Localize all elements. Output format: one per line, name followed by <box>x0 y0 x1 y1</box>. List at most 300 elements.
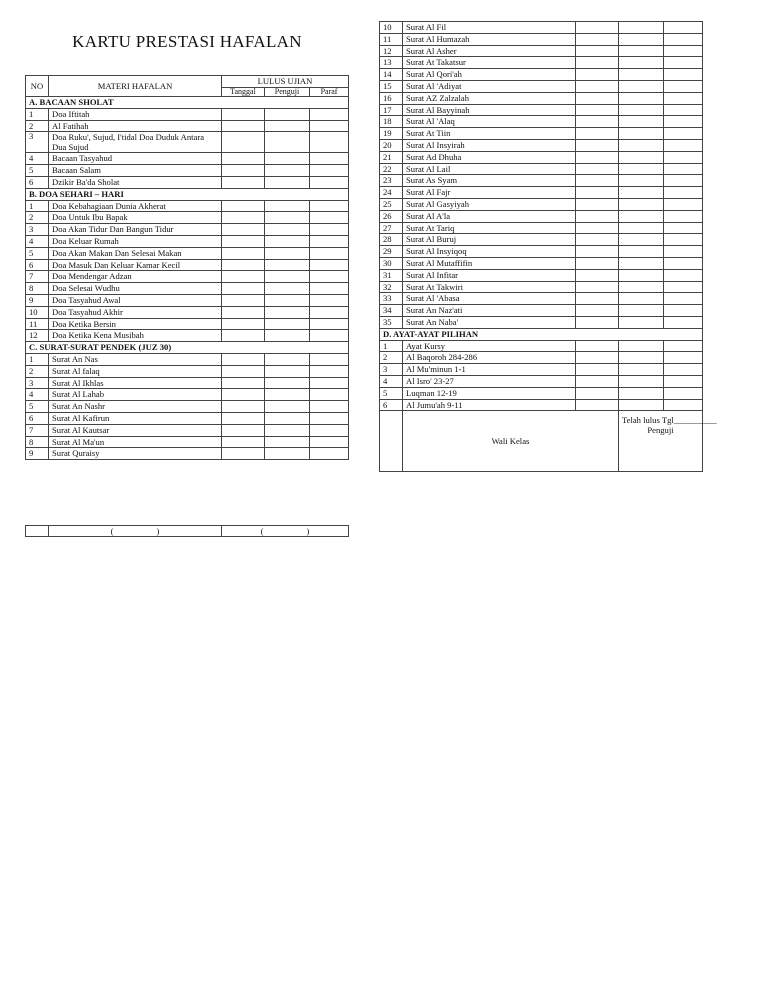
tanggal-cell <box>576 80 619 92</box>
tanggal-cell <box>576 139 619 151</box>
table-row <box>380 375 703 387</box>
row-number: 3 <box>26 132 49 153</box>
table-row <box>26 271 349 283</box>
materi-name: Al Baqoroh 284-286 <box>403 352 576 364</box>
row-number: 12 <box>380 45 403 57</box>
paraf-cell <box>310 330 349 342</box>
materi-name: Doa Mendengar Adzan <box>49 271 222 283</box>
penguji-cell <box>619 139 664 151</box>
tanggal-cell <box>576 92 619 104</box>
row-number: 1 <box>26 108 49 120</box>
tanggal-cell <box>576 210 619 222</box>
materi-name: Al Jumu'ah 9-11 <box>403 399 576 411</box>
tanggal-cell <box>576 375 619 387</box>
penguji-cell <box>619 375 664 387</box>
table-row <box>380 33 703 45</box>
penguji-cell <box>619 57 664 69</box>
table-row <box>26 318 349 330</box>
paraf-cell <box>664 222 703 234</box>
row-number: 13 <box>380 57 403 69</box>
materi-name: Al Isro' 23-27 <box>403 375 576 387</box>
table-row <box>380 163 703 175</box>
row-number: 3 <box>380 364 403 376</box>
table-row <box>26 132 349 153</box>
table-row <box>26 436 349 448</box>
table-row <box>380 139 703 151</box>
penguji-cell <box>619 364 664 376</box>
penguji-cell <box>619 210 664 222</box>
materi-name: Surat Al Kafirun <box>49 412 222 424</box>
paraf-cell <box>664 375 703 387</box>
paraf-cell <box>310 283 349 295</box>
materi-name: Surat Al Lail <box>403 163 576 175</box>
row-number: 10 <box>380 22 403 34</box>
row-number: 7 <box>26 424 49 436</box>
tanggal-cell <box>222 176 265 188</box>
row-number: 26 <box>380 210 403 222</box>
row-number: 10 <box>26 306 49 318</box>
paraf-cell <box>310 212 349 224</box>
tanggal-cell <box>576 187 619 199</box>
row-number: 15 <box>380 80 403 92</box>
penguji-cell <box>265 165 310 177</box>
table-row <box>380 175 703 187</box>
materi-name: Doa Ruku', Sujud, I'tidal Doa Duduk Antara Dua Sujud <box>49 132 222 153</box>
materi-name: Doa Tasyahud Awal <box>49 294 222 306</box>
row-number: 6 <box>26 412 49 424</box>
tanggal-cell <box>222 318 265 330</box>
table-row <box>380 57 703 69</box>
penguji-cell <box>265 318 310 330</box>
tanggal-cell <box>576 175 619 187</box>
table-row <box>26 448 349 460</box>
col-header-lulus-ujian: LULUS UJIAN <box>222 76 349 88</box>
penguji-cell <box>619 269 664 281</box>
penguji-cell <box>265 424 310 436</box>
materi-name: Surat As Syam <box>403 175 576 187</box>
materi-name: Surat Al Ma'un <box>49 436 222 448</box>
penguji-cell <box>265 132 310 153</box>
table-row <box>380 210 703 222</box>
table-row <box>26 412 349 424</box>
tanggal-cell <box>222 247 265 259</box>
paraf-cell <box>310 224 349 236</box>
tanggal-cell <box>222 259 265 271</box>
penguji-cell <box>265 377 310 389</box>
paraf-cell <box>664 246 703 258</box>
tanggal-cell <box>576 387 619 399</box>
materi-name: Surat Ad Dhuha <box>403 151 576 163</box>
table-row <box>26 247 349 259</box>
tanggal-cell <box>222 165 265 177</box>
penguji-cell <box>265 294 310 306</box>
paraf-cell <box>664 80 703 92</box>
materi-name: Surat Al Lahab <box>49 389 222 401</box>
materi-name: Doa Ketika Bersin <box>49 318 222 330</box>
table-row <box>380 246 703 258</box>
paraf-cell <box>310 176 349 188</box>
materi-name: Surat Al Gasyiyah <box>403 198 576 210</box>
penguji-cell <box>619 116 664 128</box>
paraf-cell <box>310 120 349 132</box>
tanggal-cell <box>576 340 619 352</box>
paraf-cell <box>310 132 349 153</box>
table-row <box>380 22 703 34</box>
penguji-cell <box>265 401 310 413</box>
materi-name: Dzikir Ba'da Sholat <box>49 176 222 188</box>
tanggal-cell <box>222 330 265 342</box>
tanggal-cell <box>576 33 619 45</box>
penguji-cell <box>619 92 664 104</box>
penguji-cell <box>265 412 310 424</box>
penguji-cell <box>619 222 664 234</box>
left-hafalan-table <box>25 75 349 460</box>
tanggal-cell <box>222 306 265 318</box>
materi-name: Surat Al A'la <box>403 210 576 222</box>
tanggal-cell <box>222 283 265 295</box>
row-number: 3 <box>26 377 49 389</box>
row-number: 6 <box>380 399 403 411</box>
penguji-cell <box>619 187 664 199</box>
materi-name: Surat Al 'Abasa <box>403 293 576 305</box>
tanggal-cell <box>576 316 619 328</box>
telah-lulus-label: Telah lulus Tgl__________ <box>622 415 717 426</box>
penguji-cell <box>619 257 664 269</box>
materi-name: Surat Al Kautsar <box>49 424 222 436</box>
row-number: 6 <box>26 259 49 271</box>
row-number: 8 <box>26 283 49 295</box>
tanggal-cell <box>222 224 265 236</box>
materi-name: Surat Al Buruj <box>403 234 576 246</box>
tanggal-cell <box>576 104 619 116</box>
materi-name: Surat Al Bayyinah <box>403 104 576 116</box>
table-row <box>380 293 703 305</box>
materi-name: Surat Quraisy <box>49 448 222 460</box>
penguji-cell <box>265 365 310 377</box>
table-row <box>26 377 349 389</box>
penguji-cell <box>265 235 310 247</box>
tanggal-cell <box>576 364 619 376</box>
row-number: 2 <box>26 120 49 132</box>
tanggal-cell <box>576 57 619 69</box>
tanggal-cell <box>222 108 265 120</box>
row-number: 9 <box>26 294 49 306</box>
table-row <box>380 269 703 281</box>
row-number: 25 <box>380 198 403 210</box>
tanggal-cell <box>222 200 265 212</box>
materi-name: Surat Al Humazah <box>403 33 576 45</box>
penguji-cell <box>619 45 664 57</box>
tanggal-cell <box>576 128 619 140</box>
table-row <box>380 80 703 92</box>
paraf-cell <box>664 104 703 116</box>
row-number: 2 <box>26 365 49 377</box>
materi-name: Surat An Nas <box>49 353 222 365</box>
materi-name: Surat Al Qori'ah <box>403 69 576 81</box>
tanggal-cell <box>576 352 619 364</box>
table-row <box>26 235 349 247</box>
col-header-materi: MATERI HAFALAN <box>49 76 222 97</box>
row-number: 4 <box>26 235 49 247</box>
tanggal-cell <box>576 305 619 317</box>
row-number: 32 <box>380 281 403 293</box>
materi-name: Surat Al Infitar <box>403 269 576 281</box>
paraf-cell <box>664 364 703 376</box>
paraf-cell <box>310 448 349 460</box>
col-header-no: NO <box>26 76 49 97</box>
tanggal-cell <box>576 116 619 128</box>
materi-name: Ayat Kursy <box>403 340 576 352</box>
row-number: 28 <box>380 234 403 246</box>
materi-name: Surat Al falaq <box>49 365 222 377</box>
paraf-cell <box>310 200 349 212</box>
penguji-label: Penguji <box>647 425 674 436</box>
table-row <box>380 128 703 140</box>
paraf-cell <box>310 353 349 365</box>
paraf-cell <box>310 365 349 377</box>
row-number: 34 <box>380 305 403 317</box>
table-row <box>380 151 703 163</box>
tanggal-cell <box>222 353 265 365</box>
penguji-cell <box>265 153 310 165</box>
materi-name: Doa Masuk Dan Keluar Kamar Kecil <box>49 259 222 271</box>
row-number: 35 <box>380 316 403 328</box>
paraf-cell <box>664 116 703 128</box>
materi-name: Doa Ketika Kena Musibah <box>49 330 222 342</box>
tanggal-cell <box>222 365 265 377</box>
row-number: 4 <box>26 389 49 401</box>
paraf-cell <box>664 316 703 328</box>
penguji-cell <box>619 33 664 45</box>
paraf-cell <box>310 389 349 401</box>
paraf-cell <box>664 163 703 175</box>
paraf-cell <box>664 399 703 411</box>
materi-name: Doa Iftitah <box>49 108 222 120</box>
right-hafalan-table <box>379 21 717 472</box>
row-number: 5 <box>380 387 403 399</box>
materi-name: Surat An Naba' <box>403 316 576 328</box>
table-row <box>26 389 349 401</box>
table-row <box>26 165 349 177</box>
materi-name: Surat Al Mutaffifin <box>403 257 576 269</box>
table-row <box>380 257 703 269</box>
section-b-title: B. DOA SEHARI – HARI <box>26 188 349 200</box>
sign-blank-no <box>380 411 403 472</box>
row-number: 14 <box>380 69 403 81</box>
paraf-cell <box>310 424 349 436</box>
table-row <box>26 424 349 436</box>
penguji-cell <box>265 247 310 259</box>
tanggal-cell <box>576 222 619 234</box>
paraf-cell <box>310 153 349 165</box>
paraf-cell <box>664 198 703 210</box>
penguji-cell <box>619 198 664 210</box>
row-number: 4 <box>380 375 403 387</box>
materi-name: Doa Kebahagiaan Dunia Akherat <box>49 200 222 212</box>
paraf-cell <box>664 175 703 187</box>
table-row <box>380 69 703 81</box>
materi-name: Surat An Nashr <box>49 401 222 413</box>
tanggal-cell <box>222 153 265 165</box>
paraf-cell <box>310 377 349 389</box>
penguji-cell <box>265 353 310 365</box>
penguji-cell <box>265 212 310 224</box>
materi-name: Bacaan Tasyahud <box>49 153 222 165</box>
row-number: 31 <box>380 269 403 281</box>
table-row <box>26 283 349 295</box>
materi-name: Surat An Naz'ati <box>403 305 576 317</box>
materi-name: Doa Selesai Wudhu <box>49 283 222 295</box>
paraf-cell <box>310 318 349 330</box>
materi-name: Surat Al 'Alaq <box>403 116 576 128</box>
penguji-cell <box>265 306 310 318</box>
row-number: 1 <box>380 340 403 352</box>
tanggal-cell <box>222 294 265 306</box>
penguji-cell <box>265 283 310 295</box>
table-row <box>26 294 349 306</box>
materi-name: Luqman 12-19 <box>403 387 576 399</box>
tanggal-cell <box>576 198 619 210</box>
row-number: 3 <box>26 224 49 236</box>
tanggal-cell <box>222 412 265 424</box>
materi-name: Surat At Takatsur <box>403 57 576 69</box>
row-number: 8 <box>26 436 49 448</box>
penguji-cell <box>619 234 664 246</box>
materi-name: Doa Keluar Rumah <box>49 235 222 247</box>
materi-name: Doa Akan Makan Dan Selesai Makan <box>49 247 222 259</box>
row-number: 29 <box>380 246 403 258</box>
table-row <box>26 365 349 377</box>
tanggal-cell <box>222 401 265 413</box>
row-number: 30 <box>380 257 403 269</box>
signature-strip <box>25 525 349 537</box>
table-row <box>380 234 703 246</box>
row-number: 19 <box>380 128 403 140</box>
row-number: 2 <box>26 212 49 224</box>
page-title: KARTU PRESTASI HAFALAN <box>72 32 302 51</box>
table-row <box>26 353 349 365</box>
penguji-cell <box>619 104 664 116</box>
row-number: 4 <box>26 153 49 165</box>
signature-paren-left: ( ) <box>49 526 222 537</box>
col-header-paraf: Paraf <box>310 87 349 96</box>
paraf-cell <box>664 45 703 57</box>
table-row <box>380 187 703 199</box>
row-number: 5 <box>26 401 49 413</box>
table-row <box>380 305 703 317</box>
row-number: 12 <box>26 330 49 342</box>
paraf-cell <box>310 306 349 318</box>
tanggal-cell <box>222 212 265 224</box>
paraf-cell <box>310 165 349 177</box>
penguji-cell <box>619 163 664 175</box>
materi-name: Doa Akan Tidur Dan Bangun Tidur <box>49 224 222 236</box>
row-number: 17 <box>380 104 403 116</box>
table-row <box>380 340 703 352</box>
paraf-cell <box>664 305 703 317</box>
table-row <box>380 364 703 376</box>
tanggal-cell <box>222 448 265 460</box>
penguji-cell <box>265 259 310 271</box>
penguji-cell <box>619 281 664 293</box>
materi-name: Doa Untuk Ibu Bapak <box>49 212 222 224</box>
paraf-cell <box>664 69 703 81</box>
table-row <box>26 200 349 212</box>
paraf-cell <box>664 22 703 34</box>
table-row <box>380 45 703 57</box>
paraf-cell <box>310 412 349 424</box>
penguji-cell <box>619 352 664 364</box>
tanggal-cell <box>576 45 619 57</box>
tanggal-cell <box>576 399 619 411</box>
tanggal-cell <box>576 246 619 258</box>
penguji-cell <box>619 175 664 187</box>
materi-name: Surat Al Asher <box>403 45 576 57</box>
tanggal-cell <box>576 293 619 305</box>
row-number: 2 <box>380 352 403 364</box>
table-row <box>380 222 703 234</box>
tanggal-cell <box>576 22 619 34</box>
materi-name: Surat AZ Zalzalah <box>403 92 576 104</box>
tanggal-cell <box>576 269 619 281</box>
table-row <box>380 116 703 128</box>
penguji-cell <box>619 316 664 328</box>
tanggal-cell <box>576 257 619 269</box>
materi-name: Al Fatihah <box>49 120 222 132</box>
table-row <box>380 387 703 399</box>
row-number: 33 <box>380 293 403 305</box>
paraf-cell <box>664 340 703 352</box>
row-number: 24 <box>380 187 403 199</box>
materi-name: Surat Al Ikhlas <box>49 377 222 389</box>
penguji-cell <box>265 200 310 212</box>
paraf-cell <box>664 352 703 364</box>
paraf-cell <box>664 187 703 199</box>
penguji-cell <box>619 399 664 411</box>
table-row <box>26 259 349 271</box>
section-c-title: C. SURAT-SURAT PENDEK (JUZ 30) <box>26 342 349 354</box>
tanggal-cell <box>576 281 619 293</box>
table-row <box>380 198 703 210</box>
table-row <box>26 176 349 188</box>
penguji-cell <box>265 224 310 236</box>
table-row <box>26 224 349 236</box>
tanggal-cell <box>576 69 619 81</box>
paraf-cell <box>310 235 349 247</box>
penguji-cell <box>265 448 310 460</box>
wali-kelas-label: Wali Kelas <box>403 411 619 472</box>
row-number: 23 <box>380 175 403 187</box>
tanggal-cell <box>222 235 265 247</box>
materi-name: Surat At Takwiri <box>403 281 576 293</box>
penguji-cell <box>265 330 310 342</box>
materi-name: Surat Al Insyiqoq <box>403 246 576 258</box>
penguji-cell <box>265 176 310 188</box>
paraf-cell <box>310 271 349 283</box>
paraf-cell <box>310 401 349 413</box>
paraf-cell <box>310 108 349 120</box>
materi-name: Surat Al Insyirah <box>403 139 576 151</box>
paraf-cell <box>310 294 349 306</box>
section-d-title: D. AYAT-AYAT PILIHAN <box>380 328 703 340</box>
table-row <box>380 92 703 104</box>
penguji-cell <box>265 120 310 132</box>
row-number: 27 <box>380 222 403 234</box>
paraf-cell <box>664 257 703 269</box>
table-row <box>380 399 703 411</box>
penguji-cell <box>619 22 664 34</box>
penguji-cell <box>619 246 664 258</box>
